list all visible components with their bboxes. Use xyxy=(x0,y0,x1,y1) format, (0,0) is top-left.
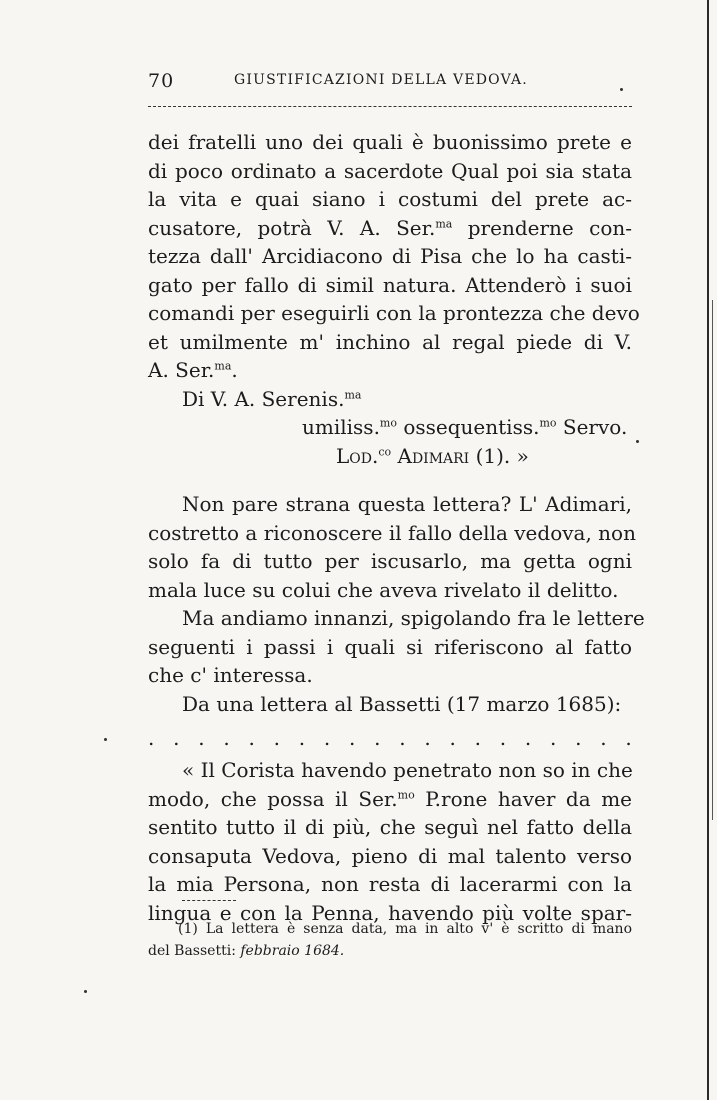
ellipsis-dot: . xyxy=(424,726,431,750)
ellipsis-dot: . xyxy=(323,726,331,750)
ellipsis-dot: . xyxy=(198,726,205,750)
text-line: « Il Corista havendo penetrato non so in che xyxy=(182,758,633,782)
page-edge-line-secondary xyxy=(712,300,713,820)
ellipsis-dot: . xyxy=(399,726,406,750)
ellipsis-dot: . xyxy=(600,726,607,750)
footnote-line: (1) La lettera è senza data, ma in alto v' è scritto di mano xyxy=(178,921,632,937)
text-line: consaputa Vedova, pieno di mal talento verso xyxy=(148,843,632,868)
text-line: mala luce su colui che aveva rivelato il delitto. xyxy=(148,577,619,602)
print-speck xyxy=(84,990,87,993)
text-line: seguenti i passi i quali si riferiscono al fatto xyxy=(148,634,632,659)
ellipsis-row xyxy=(148,728,632,748)
text-line: Da una lettera al Bassetti (17 marzo 1685): xyxy=(182,691,622,716)
page-edge-line xyxy=(707,0,709,1100)
ellipsis-dot: . xyxy=(374,726,381,750)
text-line: comandi per eseguirli con la prontezza che devo xyxy=(148,301,640,325)
text-line: gato per fallo di simil natura. Attenderò i suoi xyxy=(148,272,632,297)
text-line: tezza dall' Arcidiacono di Pisa che lo ha casti- xyxy=(148,244,632,268)
page-number: 70 xyxy=(148,70,175,92)
text-line: costretto a riconoscere il fallo della vedova, non xyxy=(148,520,636,545)
text-line: sentito tutto il di più, che seguì nel fatto della xyxy=(148,815,632,839)
text-line: lingua e con la Penna, havendo più volte spar- xyxy=(148,900,632,925)
text-line: Ma andiamo innanzi, spigolando fra le lettere xyxy=(182,606,645,630)
ellipsis-dot: . xyxy=(499,726,507,750)
running-title: GIUSTIFICAZIONI DELLA VEDOVA. xyxy=(234,72,528,88)
ellipsis-dot: . xyxy=(148,726,155,750)
ellipsis-dot: . xyxy=(524,726,532,750)
text-line: di poco ordinato a sacerdote Qual poi sia stata xyxy=(148,158,632,183)
main-text xyxy=(148,128,645,927)
ellipsis-dot: . xyxy=(248,726,255,750)
header-rule xyxy=(148,106,632,107)
footnote-line: del Bassetti: febbraio 1684. xyxy=(148,943,345,959)
text-line: la vita e quai siano i costumi del prete ac- xyxy=(148,187,632,211)
ellipsis-dot: . xyxy=(298,726,306,750)
ellipsis-dot: . xyxy=(223,726,230,750)
ellipsis-dot: . xyxy=(575,726,582,750)
letter-salutation: Di V. A. Serenis.$^{ma}$ xyxy=(182,386,362,411)
ellipsis-dot: . xyxy=(273,726,280,750)
print-speck xyxy=(620,88,623,91)
letter-signoff: umiliss.$^{mo}$ ossequentiss.$^{mo}$ Servo. xyxy=(302,415,628,439)
ellipsis-dot: . xyxy=(625,726,632,750)
text-line: modo, che possa il Ser.$^{mo}$ P.rone haver da me xyxy=(148,786,632,811)
text-line: solo fa di tutto per iscusarlo, ma getta ogni xyxy=(148,549,632,573)
text-line: Non pare strana questa lettera? L' Adimari, xyxy=(182,492,632,516)
text-line: la mia Persona, non resta di lacerarmi con la xyxy=(148,872,632,896)
letter-signature: Lod.$^{co}$ Adimari (1). » xyxy=(336,443,529,468)
ellipsis-dot: . xyxy=(449,726,456,750)
print-speck xyxy=(636,440,639,443)
text-line: A. Ser.$^{ma}$. xyxy=(148,358,238,382)
footnote-rule xyxy=(182,900,236,901)
ellipsis-dot: . xyxy=(474,726,481,750)
ellipsis-dot: . xyxy=(550,726,557,750)
text-line: dei fratelli uno dei quali è buonissimo prete e xyxy=(148,130,632,154)
text-line: et umilmente m' inchino al regal piede di V. xyxy=(148,329,632,354)
ellipsis-dot: . xyxy=(349,726,356,750)
text-line: cusatore, potrà V. A. Ser.$^{ma}$ prenderne con- xyxy=(148,215,632,240)
print-speck xyxy=(104,738,107,741)
footnote xyxy=(148,918,632,962)
text-line: che c' interessa. xyxy=(148,663,313,687)
ellipsis-dot: . xyxy=(173,726,180,750)
